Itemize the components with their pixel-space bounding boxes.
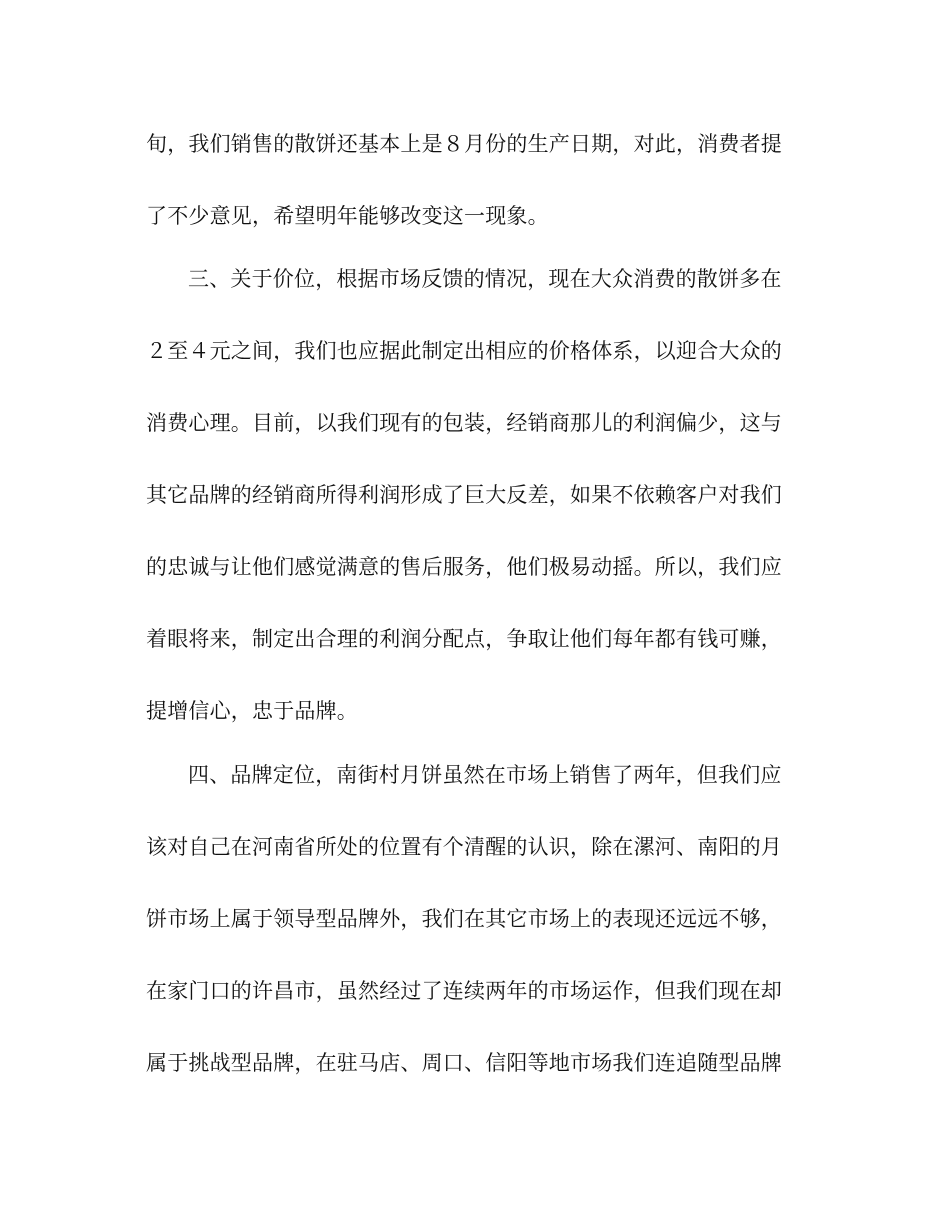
text-line: 消费心理。目前，以我们现有的包装，经销商那儿的利润偏少，这与 <box>146 411 782 435</box>
text-line: ２至４元之间，我们也应据此制定出相应的价格体系，以迎合大众的 <box>146 339 782 363</box>
text-line: 着眼将来，制定出合理的利润分配点，争取让他们每年都有钱可赚， <box>146 627 782 651</box>
text-line: 旬，我们销售的散饼还基本上是８月份的生产日期，对此，消费者提 <box>146 132 782 156</box>
text-line: 了不少意见，希望明年能够改变这一现象。 <box>146 204 549 228</box>
text-line: 属于挑战型品牌，在驻马店、周口、信阳等地市场我们连追随型品牌 <box>146 1051 782 1075</box>
text-line: 该对自己在河南省所处的位置有个清醒的认识，除在漯河、南阳的月 <box>146 835 782 859</box>
text-line: 在家门口的许昌市，虽然经过了连续两年的市场运作，但我们现在却 <box>146 979 782 1003</box>
text-line: 其它品牌的经销商所得利润形成了巨大反差，如果不依赖客户对我们 <box>146 483 782 507</box>
text-line: 的忠诚与让他们感觉满意的售后服务，他们极易动摇。所以，我们应 <box>146 555 782 579</box>
paragraph-start-line: 四、品牌定位，南街村月饼虽然在市场上销售了两年，但我们应 <box>188 763 782 787</box>
paragraph-start-line: 三、关于价位，根据市场反馈的情况，现在大众消费的散饼多在 <box>188 267 782 291</box>
text-line: 提增信心，忠于品牌。 <box>146 699 358 723</box>
text-line: 饼市场上属于领导型品牌外，我们在其它市场上的表现还远远不够， <box>146 907 782 931</box>
